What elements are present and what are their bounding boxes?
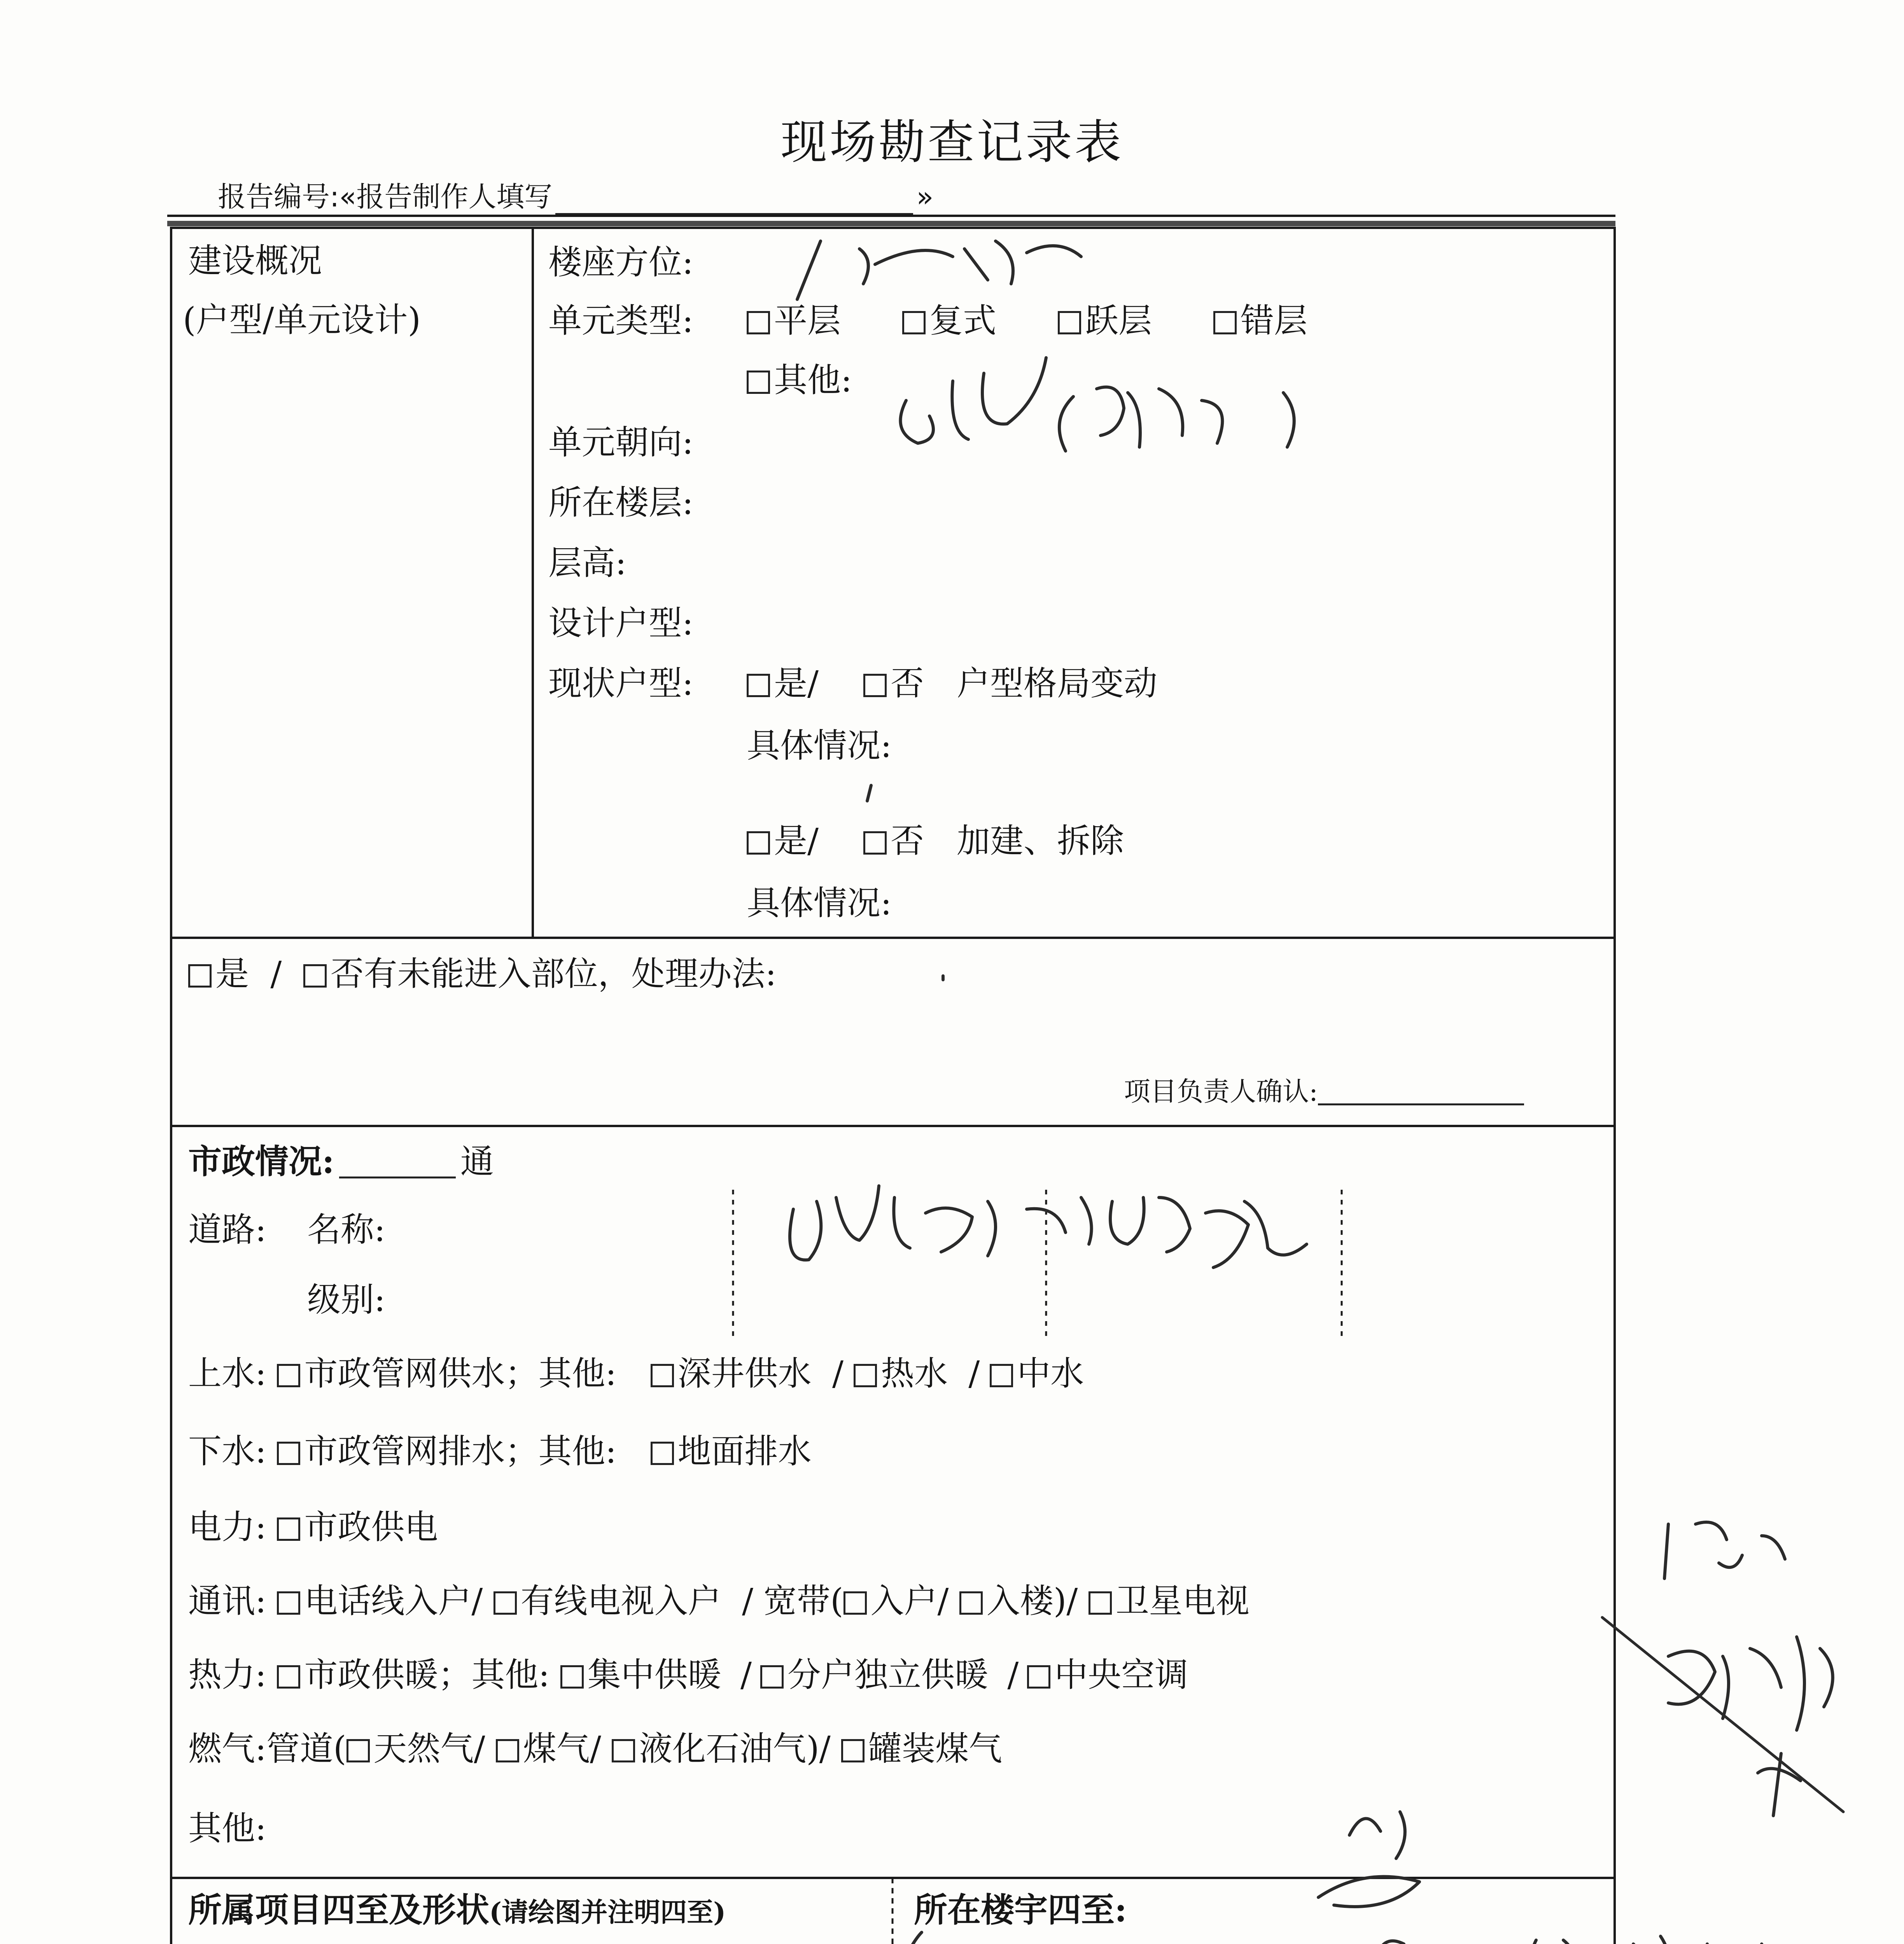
- report-number-value: «报告制作人填写: [339, 180, 553, 213]
- checkbox[interactable]: [346, 1739, 370, 1762]
- option-label: 否: [891, 664, 924, 703]
- checkbox[interactable]: [651, 1442, 674, 1465]
- road-level-label: 级别:: [307, 1280, 385, 1319]
- option-label: 错层: [1241, 301, 1307, 340]
- inaccessible-areas-row: [188, 957, 777, 991]
- drainage-row: [188, 1432, 812, 1471]
- addition-no[interactable]: [863, 824, 924, 858]
- municipal-heading-label: 市政情况:: [188, 1142, 334, 1181]
- road-name-label: 名称:: [307, 1210, 385, 1249]
- checkbox[interactable]: [494, 1591, 517, 1615]
- margin-strike: [1602, 1617, 1843, 1812]
- option-label: 平层: [774, 301, 841, 340]
- inaccessible-no-checkbox[interactable]: [303, 964, 327, 988]
- inaccessible-no-label: 否有未能进入部位，处理办法:: [330, 955, 777, 993]
- sketch-top-mark: [1369, 1941, 1431, 1944]
- option-label: 分户独立供暖: [787, 1656, 988, 1694]
- floor-label: 所在楼层:: [548, 483, 693, 522]
- option-label: 入楼)/: [986, 1582, 1078, 1621]
- height-label: 层高:: [548, 544, 626, 582]
- project-lead-confirm: [1124, 1079, 1524, 1105]
- option-label: 复式: [929, 301, 996, 340]
- option-label: 市政供暖；其他:: [304, 1656, 550, 1694]
- unit-type-staggered-option[interactable]: [1213, 301, 1307, 340]
- gas-pipe-label: 管道(: [266, 1729, 346, 1768]
- separator: /: [270, 955, 282, 993]
- addition-label: 加建、拆除: [957, 822, 1124, 860]
- option-label: 入户/: [870, 1582, 949, 1621]
- unit-type-split-option[interactable]: [1058, 301, 1152, 340]
- margin-handwriting-2: [1318, 1812, 1419, 1907]
- municipal-heading: [188, 1142, 494, 1181]
- building-section-label: 建设概况: [188, 241, 322, 280]
- option-label: 是/: [774, 822, 819, 860]
- unit-type-handwriting: [900, 358, 1294, 451]
- unit-type-duplex-option[interactable]: [902, 301, 996, 340]
- option-label: 中央空调: [1054, 1656, 1188, 1694]
- option-label: 集中供暖: [587, 1656, 721, 1694]
- option-label: 市政管网排水；其他:: [304, 1432, 617, 1471]
- checkbox[interactable]: [844, 1591, 867, 1615]
- checkbox[interactable]: [990, 1364, 1013, 1387]
- layout-change-label: 户型格局变动: [957, 664, 1157, 703]
- option-label: 热水: [880, 1354, 948, 1393]
- checkbox[interactable]: [902, 311, 926, 334]
- broadband-label: 宽带(: [763, 1582, 844, 1621]
- option-label: 深井供水: [677, 1354, 812, 1393]
- option-label: 液化石油气)/: [639, 1729, 831, 1768]
- building-boundaries-heading: 所在楼宇四至:: [914, 1890, 1127, 1930]
- drainage-label: 下水:: [188, 1432, 266, 1471]
- checkbox[interactable]: [277, 1364, 300, 1387]
- unit-type-label: 单元类型:: [548, 301, 693, 340]
- heating-label: 热力:: [188, 1656, 266, 1694]
- municipal-count-field[interactable]: [339, 1145, 456, 1178]
- layout-change-no[interactable]: [863, 664, 924, 703]
- project-boundaries-note: (请绘图并注明四至): [489, 1897, 726, 1928]
- water-supply-row: 上水: 市政管网供水；其他: 深井供水 / 热水 / 中水: [188, 1354, 1084, 1393]
- checkbox[interactable]: [277, 1591, 300, 1615]
- checkbox[interactable]: [277, 1442, 300, 1465]
- addition-yes[interactable]: [747, 824, 819, 858]
- layout-change-yes[interactable]: [747, 664, 819, 703]
- page-title: 现场勘查记录表: [780, 115, 1124, 170]
- checkbox[interactable]: [612, 1739, 635, 1762]
- option-label: 跃层: [1085, 301, 1152, 340]
- checkbox[interactable]: [863, 674, 887, 697]
- checkbox[interactable]: [747, 311, 770, 334]
- confirm-label: 项目负责人确认:: [1124, 1077, 1318, 1107]
- option-label: 市政供电: [304, 1508, 438, 1547]
- margin-handwriting-3: [1531, 1936, 1847, 1944]
- checkbox[interactable]: [863, 831, 887, 855]
- telecom-row: 通讯: 电话线入户/ 有线电视入户 / 宽带( 入户/ 入楼)/ 卫星电视: [188, 1582, 1250, 1621]
- unit-type-other-option[interactable]: [747, 361, 852, 400]
- dot-marks: [867, 785, 943, 980]
- option-label: 中水: [1017, 1354, 1084, 1393]
- power-row: [188, 1508, 438, 1547]
- orientation-handwriting: [797, 241, 1081, 299]
- checkbox[interactable]: [1027, 1665, 1050, 1689]
- inaccessible-yes-label: 是: [215, 955, 249, 993]
- facing-label: 单元朝向:: [548, 423, 693, 462]
- project-boundaries-label: 所属项目四至及形状: [188, 1890, 489, 1930]
- current-layout-label: 现状户型:: [548, 664, 693, 703]
- gas-row: [188, 1729, 1003, 1768]
- option-label: 罐装煤气: [868, 1729, 1003, 1768]
- checkbox[interactable]: [496, 1739, 519, 1762]
- report-number-label: 报告编号:: [218, 180, 340, 213]
- option-label: 有线电视入户: [520, 1582, 721, 1621]
- checkbox[interactable]: [854, 1364, 877, 1387]
- checkbox[interactable]: [560, 1665, 584, 1689]
- inaccessible-yes-checkbox[interactable]: [188, 964, 212, 988]
- checkbox[interactable]: [1058, 311, 1081, 334]
- project-boundaries-heading: [188, 1890, 726, 1930]
- water-supply-label: 上水:: [188, 1354, 266, 1393]
- checkbox[interactable]: [651, 1364, 674, 1387]
- checkbox[interactable]: [1213, 311, 1237, 334]
- checkbox[interactable]: [747, 674, 770, 697]
- option-label: 煤气/: [523, 1729, 601, 1768]
- checkbox[interactable]: [277, 1665, 300, 1689]
- checkbox[interactable]: [1088, 1591, 1112, 1615]
- checkbox[interactable]: [959, 1591, 983, 1615]
- checkbox[interactable]: [841, 1739, 864, 1762]
- option-label: 卫星电视: [1115, 1582, 1250, 1621]
- checkbox[interactable]: [747, 371, 770, 394]
- option-label: 电话线入户/: [304, 1582, 483, 1621]
- confirm-signature-field[interactable]: [1318, 1080, 1524, 1105]
- checkbox[interactable]: [747, 831, 770, 855]
- power-label: 电力:: [188, 1508, 266, 1547]
- building-section-sub: (户型/单元设计): [183, 301, 421, 339]
- heating-row: 热力: 市政供暖；其他: 集中供暖 / 分户独立供暖 / 中央空调: [188, 1656, 1188, 1694]
- checkbox[interactable]: [277, 1517, 300, 1541]
- road-label: 道路:: [188, 1210, 266, 1249]
- unit-type-flat-option[interactable]: [747, 301, 841, 340]
- telecom-label: 通讯:: [188, 1582, 266, 1621]
- sketch-label-road-top: [902, 1932, 992, 1944]
- road-name-handwriting: [790, 1186, 1307, 1267]
- layout-change-details-label: 具体情况:: [747, 726, 892, 765]
- option-label: 天然气/: [373, 1729, 485, 1768]
- option-label: 其他:: [774, 361, 852, 400]
- municipal-tong-label: 通: [460, 1142, 494, 1181]
- report-number-suffix: »: [916, 180, 934, 213]
- option-label: 是/: [774, 664, 819, 703]
- addition-details-label: 具体情况:: [747, 884, 892, 923]
- option-label: 市政管网供水；其他:: [304, 1354, 617, 1393]
- option-label: 地面排水: [677, 1432, 812, 1471]
- municipal-other-label: 其他:: [188, 1809, 266, 1848]
- orientation-label: 楼座方位:: [548, 243, 693, 282]
- gas-label: 燃气:: [188, 1729, 266, 1768]
- margin-handwriting-1: [1664, 1522, 1833, 1816]
- option-label: 否: [891, 822, 924, 860]
- checkbox[interactable]: [760, 1665, 784, 1689]
- design-layout-label: 设计户型:: [548, 604, 693, 643]
